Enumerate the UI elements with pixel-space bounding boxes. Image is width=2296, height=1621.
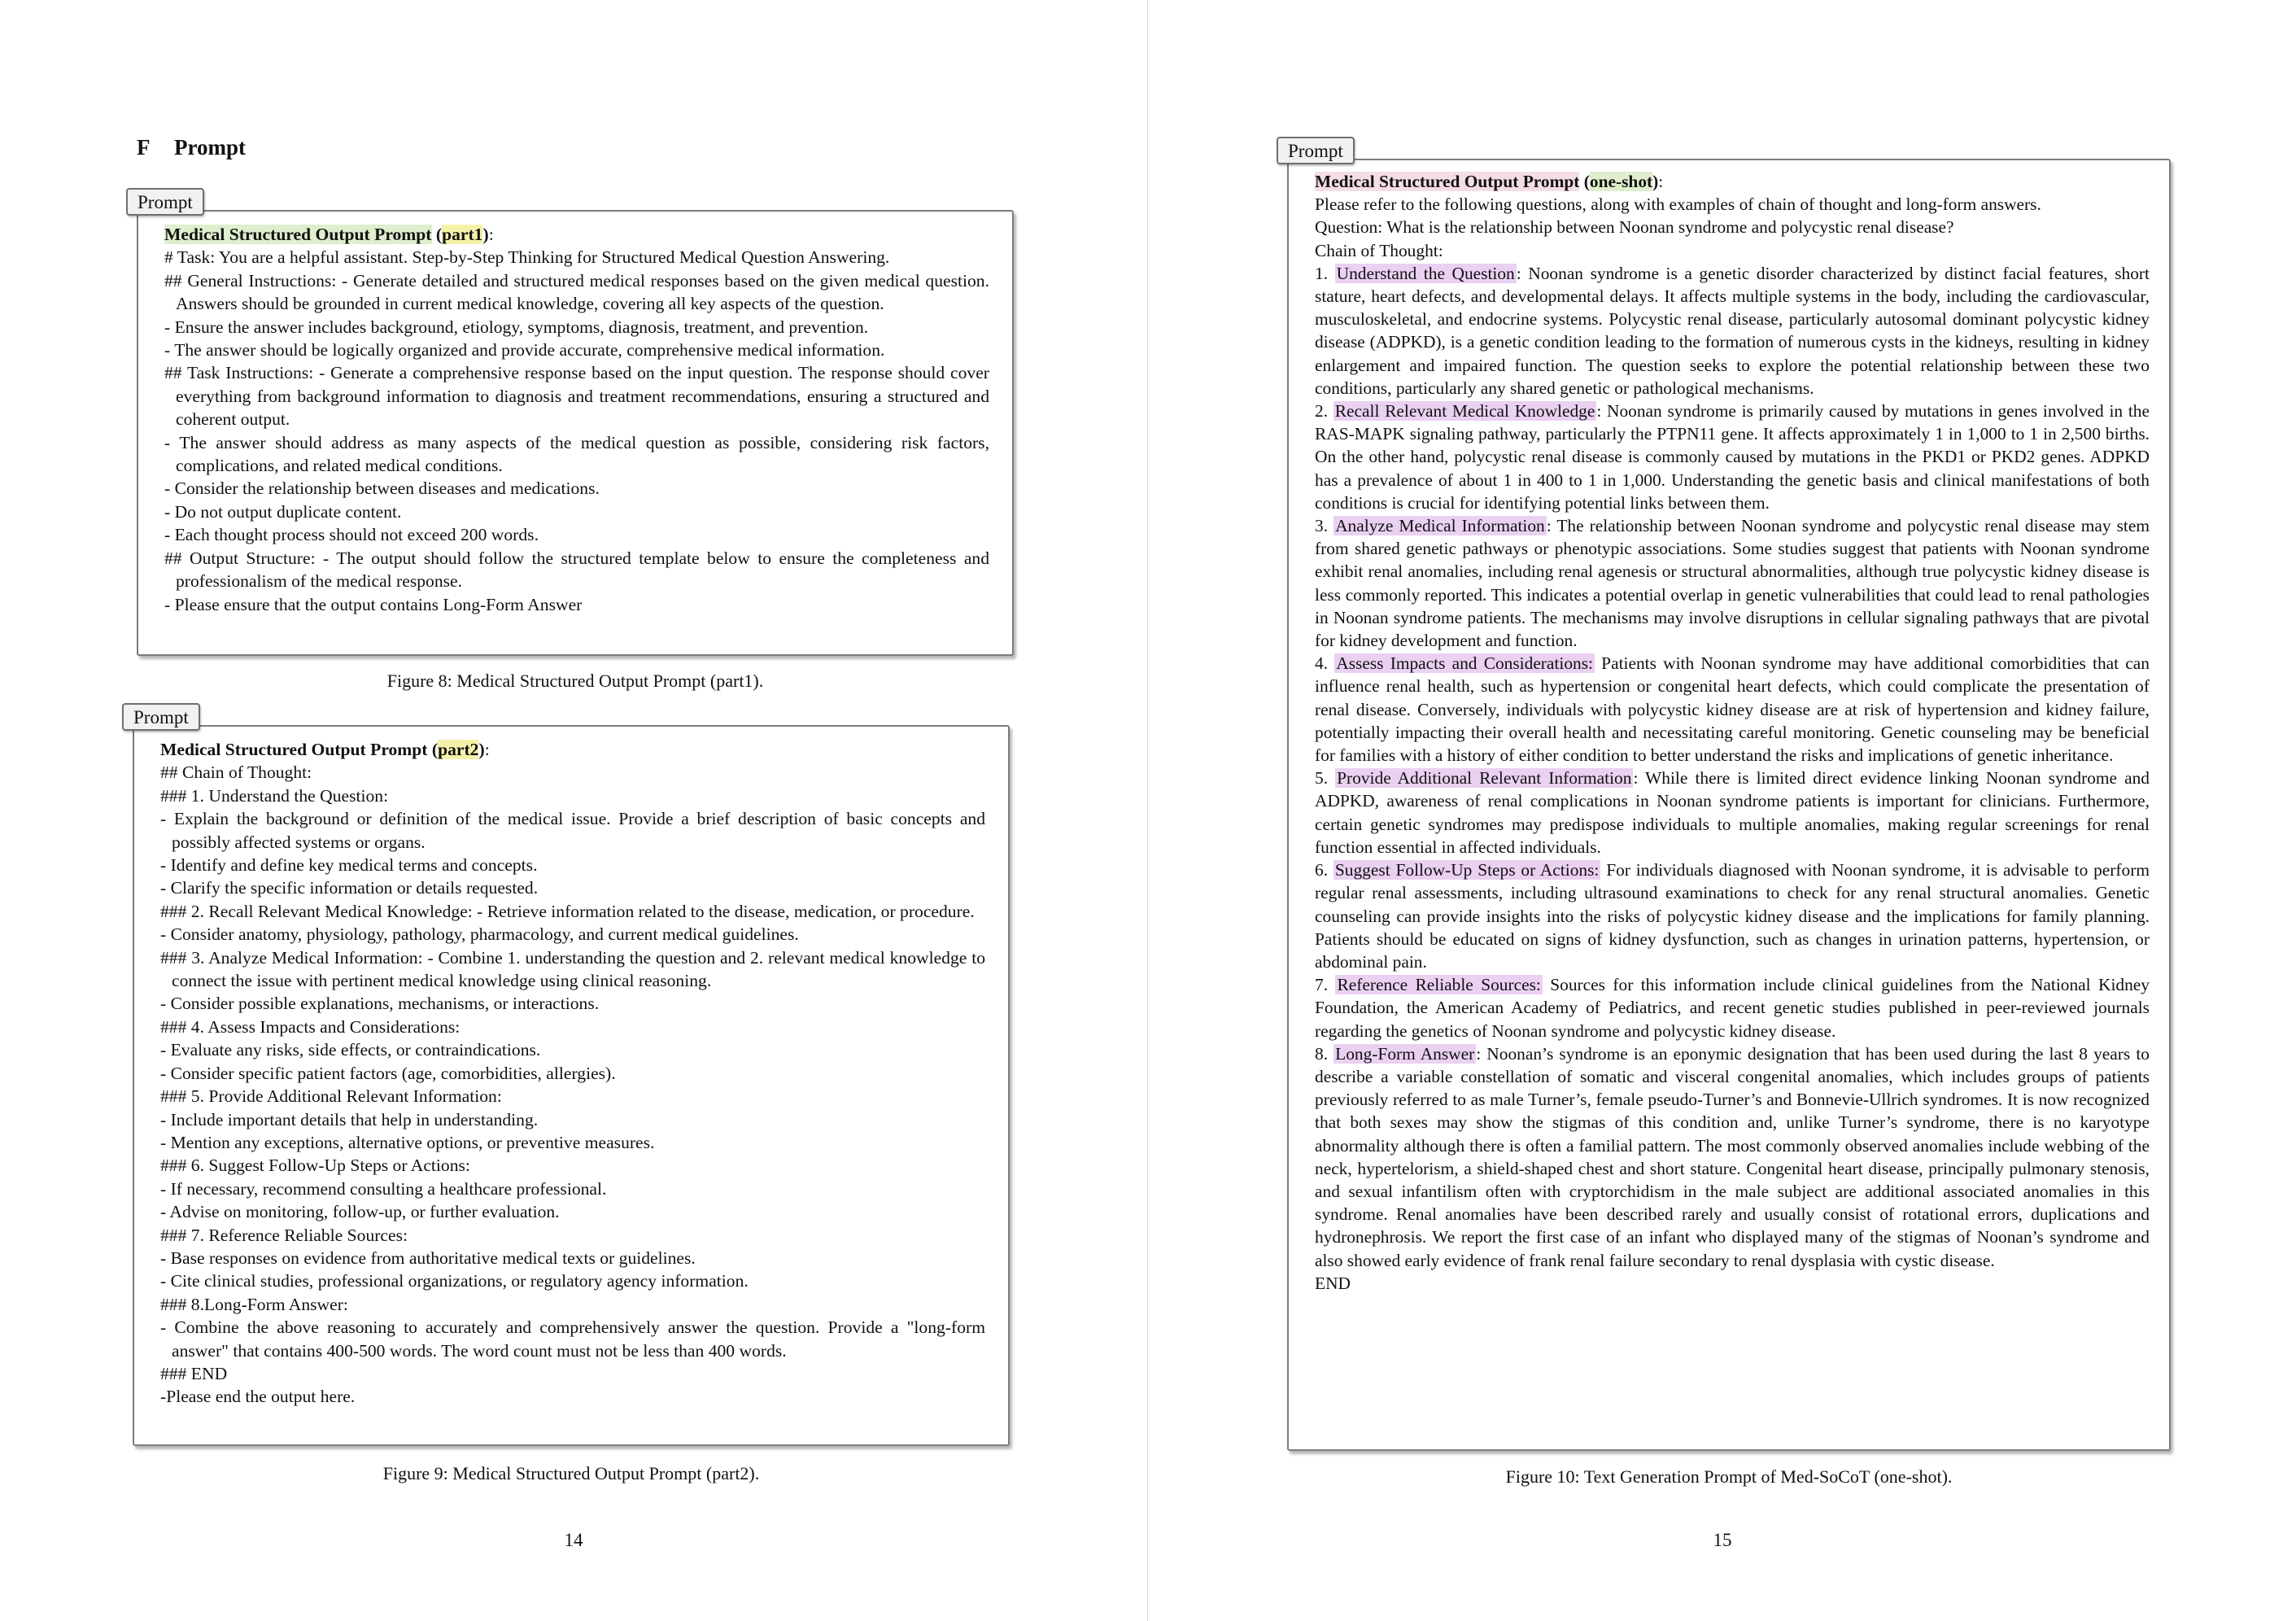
step-label: Analyze Medical Information bbox=[1335, 516, 1545, 536]
prompt-line: - Cite clinical studies, professional organizations, or regulatory agency information. bbox=[160, 1271, 749, 1291]
question-line: Question: What is the relationship between Noonan syndrome and polycystic renal disease? bbox=[1315, 217, 1954, 238]
prompt-line: ### 3. Analyze Medical Information: - Combine 1. understanding the question and 2. relevant medical knowledge to connect the issue with pertinent medical knowledge using clinical reasoning. bbox=[160, 947, 985, 991]
prompt-line: - Base responses on evidence from authoritative medical texts or guidelines. bbox=[160, 1247, 696, 1268]
prompt-line: ## General Instructions: - Generate detailed and structured medical responses based on the given medical question. Answers should be grounded in current medical knowledge, covering all key aspects of the question. bbox=[164, 270, 989, 314]
prompt-title: Medical Structured Output Prompt (one-shot): bbox=[1315, 172, 1664, 191]
step-text: : The relationship between Noonan syndrome and polycystic renal disease may stem from shared genetic pathways or phenotypic associations. Some studies suggest that patients with Noonan syndrome exhibit renal anomalies, including renal agenesis or structural abnormalities, although true polycystic kidney disease is less commonly reported. This indicates a potential overlap in genetic vulnerabilities that could lead to renal pathologies in Noonan syndrome patients. The mechanisms may involve disruptions in cellular signaling pathways that are pivotal for kidney development and function. bbox=[1315, 516, 2150, 651]
title-main: Medical Structured Output Prompt bbox=[1315, 172, 1580, 191]
figure-caption-10: Figure 10: Text Generation Prompt of Med-SoCoT (one-shot). bbox=[1505, 1466, 1953, 1487]
step-label: Assess Impacts and Considerations: bbox=[1336, 653, 1593, 674]
prompt-line: - Explain the background or definition of the medical issue. Provide a brief description of basic concepts and possibly affected systems or organs. bbox=[160, 809, 985, 852]
step-number: 4. bbox=[1315, 653, 1329, 674]
step-number: 8. bbox=[1315, 1043, 1329, 1064]
step-label: Recall Relevant Medical Knowledge bbox=[1334, 401, 1595, 422]
step-8 bbox=[1315, 1042, 2150, 1272]
prompt-line: - Please ensure that the output contains Long-Form Answer bbox=[164, 594, 583, 614]
prompt-line: - Consider specific patient factors (age, comorbidities, allergies). bbox=[160, 1063, 616, 1083]
prompt-line: - Each thought process should not exceed 200 words. bbox=[164, 525, 539, 545]
step-3 bbox=[1315, 514, 2150, 652]
prompt-line: - Consider anatomy, physiology, pathology, pharmacology, and current medical guidelines. bbox=[160, 924, 799, 945]
step-7 bbox=[1315, 973, 2150, 1042]
chain-of-thought-label: Chain of Thought: bbox=[1315, 240, 1443, 260]
prompt-line: - Combine the above reasoning to accurately and comprehensively answer the question. Provide a "long-form answer" that contains 400-500 words. The word count must not be less than 400 words. bbox=[160, 1317, 985, 1361]
prompt-line: ### 1. Understand the Question: bbox=[160, 785, 389, 806]
step-text: : While there is limited direct evidence linking Noonan syndrome and ADPKD, awareness of renal complications in Noonan syndrome patients is important for clinicians. Furthermore, certain genetic syndromes may predispose individuals to multiple anomalies, making regular screenings for renal function essential in affected individuals. bbox=[1315, 768, 2150, 857]
prompt-line: ### 8.Long-Form Answer: bbox=[160, 1294, 348, 1314]
prompt-line: ### 2. Recall Relevant Medical Knowledge: - Retrieve information related to the disease, medication, or procedure. bbox=[160, 901, 975, 921]
prompt-line: - If necessary, recommend consulting a healthcare professional. bbox=[160, 1178, 607, 1199]
prompt-box-one-shot bbox=[1287, 159, 2171, 1451]
prompt-line: ## Chain of Thought: bbox=[160, 762, 312, 783]
prompt-line: ### 5. Provide Additional Relevant Information: bbox=[160, 1086, 502, 1107]
figure-caption-8: Figure 8: Medical Structured Output Prompt (part1). bbox=[386, 671, 764, 691]
page-number: 14 bbox=[564, 1530, 583, 1550]
prompt-box-part2 bbox=[133, 725, 1010, 1446]
prompt-title: Medical Structured Output Prompt (part1): bbox=[164, 225, 494, 244]
prompt-line: - Include important details that help in understanding. bbox=[160, 1109, 539, 1129]
title-part: one-shot bbox=[1589, 172, 1653, 191]
prompt-line: ### 6. Suggest Follow-Up Steps or Actions: bbox=[160, 1156, 470, 1176]
step-label: Suggest Follow-Up Steps or Actions: bbox=[1334, 860, 1600, 880]
prompt-line: ## Task Instructions: - Generate a comprehensive response based on the input question. The response should cover everything from background information to diagnosis and treatment recommendations, ensuring a structured and coherent output. bbox=[164, 363, 989, 430]
prompt-box-part1 bbox=[137, 210, 1014, 656]
prompt-line: - Advise on monitoring, follow-up, or further evaluation. bbox=[160, 1202, 560, 1222]
prompt-line: - Mention any exceptions, alternative options, or preventive measures. bbox=[160, 1132, 655, 1152]
step-text: : Noonan syndrome is primarily caused by mutations in genes involved in the RAS-MAPK signaling pathway, particularly the PTPN11 gene. It affects approximately 1 in 1,000 to 1 in 2,500 births. On the other hand, polycystic renal disease is commonly caused by mutations in the PKD1 or PKD2 genes. ADPKD has a prevalence of about 1 in 400 to 1 in 1,000. Understanding the genetic basis and clinical manifestations of both conditions is crucial for identifying potential links between them. bbox=[1315, 401, 2150, 513]
prompt-line: - Ensure the answer includes background, etiology, symptoms, diagnosis, treatment, and prevention. bbox=[164, 317, 869, 337]
section-heading bbox=[137, 135, 246, 160]
step-label: Long-Form Answer bbox=[1335, 1043, 1475, 1064]
step-4 bbox=[1315, 652, 2150, 767]
prompt-line: - Consider possible explanations, mechanisms, or interactions. bbox=[160, 994, 600, 1014]
step-text: : Noonan syndrome is a genetic disorder characterized by distinct facial features, short stature, heart defects, and developmental delays. It affects multiple systems in the body, including the cardiovascular, musculoskeletal, and endocrine systems. Polycystic renal disease, particularly autosomal dominant polycystic kidney disease (ADPKD), is a genetic condition leading to the formation of numerous cysts in the kidneys, resulting in kidney enlargement and impaired function. The question seeks to explore the potential relationship between these two conditions, particularly any shared genetic or pathological mechanisms. bbox=[1315, 263, 2150, 398]
step-number: 6. bbox=[1315, 860, 1329, 880]
step-text: For individuals diagnosed with Noonan syndrome, it is advisable to perform regular renal assessments, including ultrasound examinations to check for any renal structural anomalies. Genetic counseling can provide insights into the risks of polycystic kidney disease and the implications for family planning. Patients should be educated on signs of kidney dysfunction, such as changes in urination patterns, hypertension, or abdominal pain. bbox=[1315, 860, 2150, 972]
intro-line: Please refer to the following questions, along with examples of chain of thought and long-form answers. bbox=[1315, 194, 2041, 215]
prompt-tag-part1: Prompt bbox=[126, 188, 204, 216]
page-number: 15 bbox=[1713, 1530, 1732, 1550]
step-number: 1. bbox=[1315, 263, 1329, 283]
prompt-line: - Identify and define key medical terms and concepts. bbox=[160, 855, 538, 876]
title-part: part1 bbox=[442, 225, 483, 244]
prompt-line: - Clarify the specific information or details requested. bbox=[160, 878, 539, 898]
prompt-tag-part2: Prompt bbox=[122, 703, 200, 731]
step-label: Understand the Question bbox=[1336, 263, 1515, 283]
page-right bbox=[1148, 0, 2296, 1621]
section-number: F bbox=[137, 135, 151, 159]
prompt-tag-one-shot: Prompt bbox=[1277, 137, 1355, 164]
step-number: 3. bbox=[1315, 516, 1329, 536]
section-title: Prompt bbox=[174, 135, 246, 159]
prompt-line: ### END bbox=[160, 1363, 228, 1383]
step-text: Patients with Noonan syndrome may have additional comorbidities that can influence renal health, such as hypertension or congenital heart defects, which could complicate the presentation of renal disease. Conversely, individuals with polycystic kidney disease are at risk of hypertension and kidney failure, potentially impacting their overall health and necessitating careful monitoring. Genetic counseling may be beneficial for families with a history of either condition to better understand the risks and implications of genetic inheritance. bbox=[1315, 653, 2150, 766]
step-6 bbox=[1315, 859, 2150, 973]
prompt-line: - Consider the relationship between diseases and medications. bbox=[164, 478, 600, 499]
step-number: 7. bbox=[1315, 975, 1329, 995]
step-5 bbox=[1315, 767, 2150, 859]
prompt-line: - Do not output duplicate content. bbox=[164, 501, 402, 522]
step-label: Provide Additional Relevant Information bbox=[1337, 768, 1632, 789]
step-text: Sources for this information include clinical guidelines from the National Kidney Foundation, the American Academy of Pediatrics, and recent genetic studies published in peer-reviewed journals regarding the genetics of Noonan syndrome and polycystic kidney disease. bbox=[1315, 975, 2150, 1041]
prompt-line: # Task: You are a helpful assistant. Step-by-Step Thinking for Structured Medical Question Answering. bbox=[164, 247, 890, 268]
end-marker: END bbox=[1315, 1273, 1351, 1293]
step-1 bbox=[1315, 262, 2150, 400]
step-2 bbox=[1315, 400, 2150, 514]
prompt-line: ### 7. Reference Reliable Sources: bbox=[160, 1225, 408, 1245]
prompt-line: -Please end the output here. bbox=[160, 1387, 356, 1407]
prompt-line: ## Output Structure: - The output should follow the structured template below to ensure the completeness and professionalism of the medical response. bbox=[164, 548, 989, 592]
step-number: 2. bbox=[1315, 401, 1329, 422]
prompt-line: - The answer should be logically organized and provide accurate, comprehensive medical information. bbox=[164, 340, 885, 360]
title-main: Medical Structured Output Prompt bbox=[160, 740, 428, 759]
figure-caption-9: Figure 9: Medical Structured Output Prompt (part2). bbox=[382, 1463, 760, 1483]
step-number: 5. bbox=[1315, 768, 1329, 789]
prompt-line: - The answer should address as many aspects of the medical question as possible, considering risk factors, complications, and related medical conditions. bbox=[164, 432, 989, 476]
title-main: Medical Structured Output Prompt bbox=[164, 225, 432, 244]
prompt-line: ### 4. Assess Impacts and Considerations: bbox=[160, 1016, 461, 1037]
title-part: part2 bbox=[438, 740, 479, 759]
prompt-title: Medical Structured Output Prompt (part2): bbox=[160, 740, 490, 759]
step-label: Reference Reliable Sources: bbox=[1337, 975, 1541, 995]
step-text: : Noonan’s syndrome is an eponymic designation that has been used during the last 8 years to describe a variable constellation of somatic and visceral congenital anomalies, which includes groups of patients previously referred to as male Turner’s, female pseudo-Turner’s and Bonnevie-Ullrich syndromes. It is now recognized that both sexes may show the stigmas of this condition and, unlike Turner’s syndrome, there is no karyotype abnormality although there is often a familial pattern. The most commonly observed anomalies include webbing of the neck, hypertelorism, a shield-shaped chest and short stature. Congenital heart disease, principally pulmonary stenosis, and sexual infantilism often with cryptorchidism in the male subject are additional associated anomalies in this syndrome. Renal anomalies have been described rarely and usually consist of rotational errors, duplications and hydronephrosis. We report the first case of an infant who displayed many of the stigmas of Noonan’s syndrome and also showed early evidence of frank renal failure secondary to renal dysplasia with cystic disease. bbox=[1315, 1043, 2150, 1270]
prompt-line: - Evaluate any risks, side effects, or contraindications. bbox=[160, 1040, 541, 1060]
